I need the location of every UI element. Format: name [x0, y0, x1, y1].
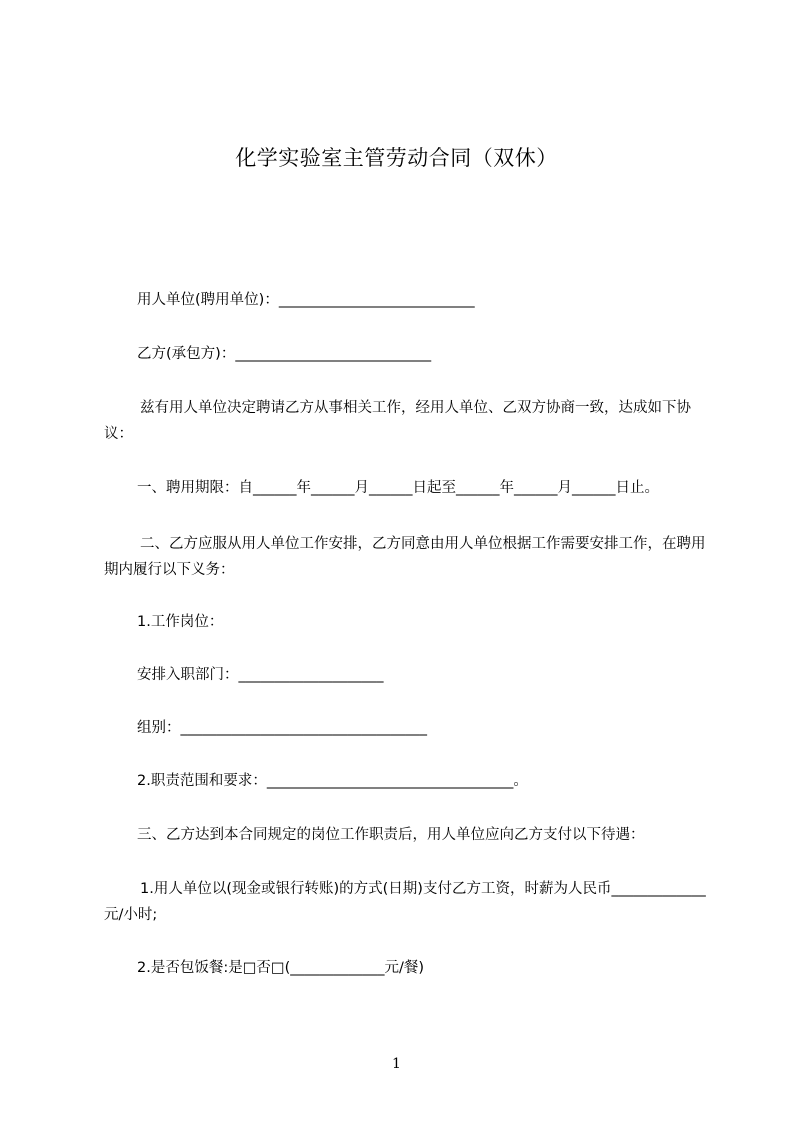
clause-2-paragraph	[104, 531, 708, 583]
clause-3: 三、乙方达到本合同规定的岗位工作职责后，用人单位应向乙方支付以下待遇：	[137, 827, 645, 843]
party-b-line: 乙方(承包方)：___________________________	[137, 346, 432, 362]
page-number: 1	[392, 1056, 401, 1072]
item-group: 组别：__________________________________	[137, 720, 427, 736]
intro-text: 兹有用人单位决定聘请乙方从事相关工作，经用人单位、乙双方协商一致，达成如下协议：	[104, 400, 691, 442]
item-duties: 2.职责范围和要求：__________________________________。	[137, 773, 528, 789]
pay-item-text: 1.用人单位以(现金或银行转账)的方式(日期)支付乙方工资，时薪为人民币_____________元/小时;	[104, 881, 706, 923]
document-title: 化学实验室主管劳动合同（双休）	[235, 146, 558, 170]
clause-2-text: 二、乙方应服从用人单位工作安排，乙方同意由用人单位根据工作需要安排工作，在聘用期内履行以下义务：	[104, 536, 706, 578]
meal-item: 2.是否包饭餐:是□否□(_____________元/餐)	[137, 960, 425, 976]
pay-item-paragraph	[104, 876, 708, 928]
intro-paragraph	[104, 395, 708, 447]
item-position: 1.工作岗位：	[137, 614, 224, 630]
employer-line: 用人单位(聘用单位)：___________________________	[137, 292, 475, 308]
clause-1: 一、聘用期限：自______年______月______日起至______年______月______日止。	[137, 480, 659, 496]
item-department: 安排入职部门：____________________	[137, 667, 384, 683]
